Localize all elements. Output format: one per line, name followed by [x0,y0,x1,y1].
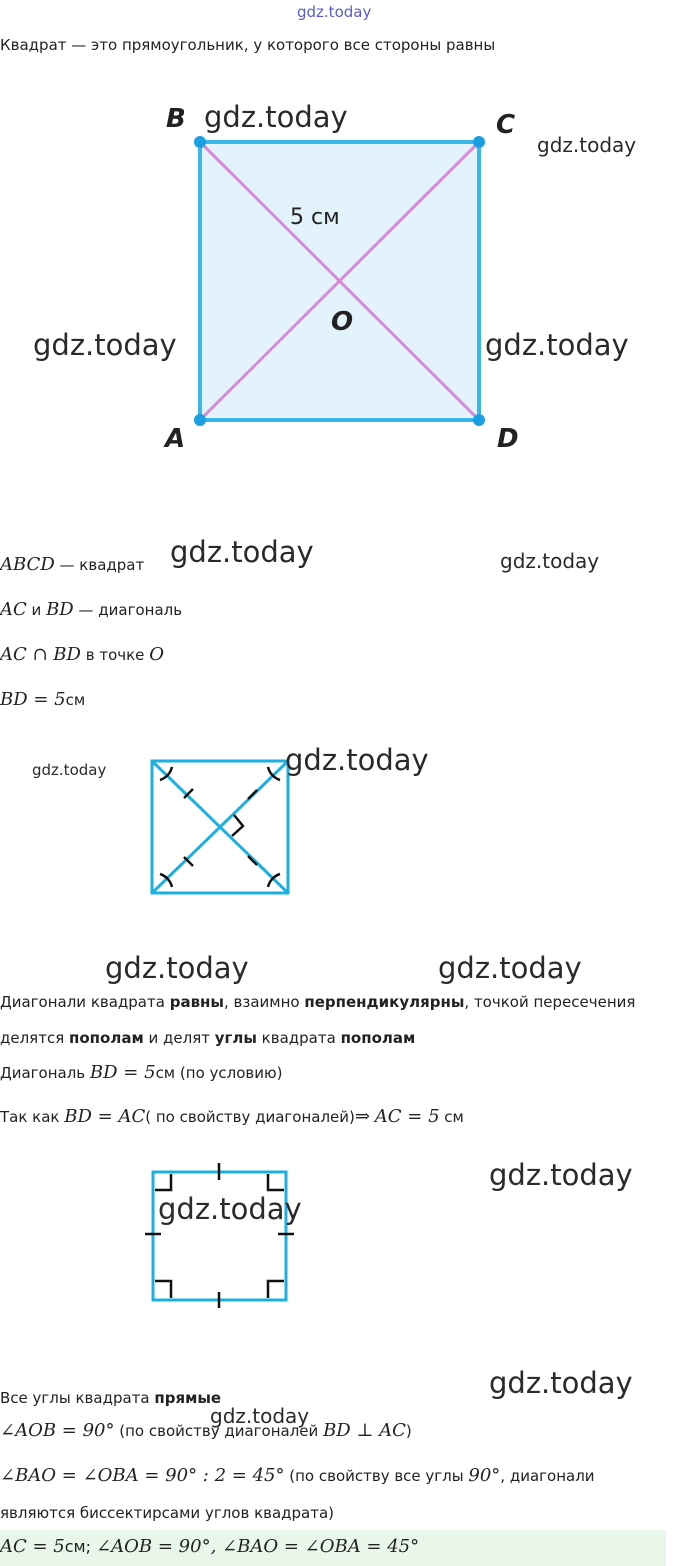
watermark: gdz.today [489,1158,633,1192]
angles-line-2: ∠AOB = 90° (по свойству диагоналей BD ⊥ AC) [0,1420,412,1441]
watermark: gdz.today [32,761,107,779]
angles-line-3: ∠BAO = ∠OBA = 90° : 2 = 45° (по свойству все углы 90°, диагонали [0,1465,595,1486]
definition-heading: Квадрат — это прямоугольник, у которого все стороны равны [0,36,496,54]
label-c: C [496,110,516,140]
given-line-2: AC и BD — диагональ [0,599,183,620]
angles-line-1: Все углы квадрата прямые [0,1389,222,1407]
watermark: gdz.today [33,328,177,362]
label-b: B [166,104,186,134]
answer-line: AC = 5см; ∠AOB = 90°, ∠BAO = ∠OBA = 45° [0,1536,420,1557]
property-line-2: делятся пополам и делят углы квадрата пополам [0,1029,416,1047]
watermark: gdz.today [500,549,600,573]
watermark: gdz.today [204,100,348,134]
given-line-4: BD = 5см [0,689,86,710]
watermark: gdz.today [537,133,637,157]
side-length-label: 5 см [290,205,340,230]
watermark: gdz.today [170,535,314,569]
watermark-top: gdz.today [297,3,372,21]
watermark: gdz.today [485,328,629,362]
given-line-1: ABCD — квадрат [0,554,145,575]
angles-line-4: являются биссектирсами углов квадрата) [0,1504,335,1522]
label-o: O [331,307,354,337]
label-d: D [497,424,519,454]
watermark: gdz.today [438,951,582,985]
watermark: gdz.today [210,1404,310,1428]
given-line-3: AC ∩ BD в точке O [0,644,164,665]
watermark: gdz.today [158,1192,302,1226]
watermark: gdz.today [105,951,249,985]
step-1: Диагональ BD = 5см (по условию) [0,1062,283,1083]
property-line-1: Диагонали квадрата равны, взаимно перпендикулярны, точкой пересечения [0,993,636,1011]
label-a: A [165,424,186,454]
step-2: Так как BD = AC( по свойству диагоналей)⇒ AC = 5 см [0,1106,464,1127]
watermark: gdz.today [285,743,429,777]
watermark: gdz.today [489,1366,633,1400]
